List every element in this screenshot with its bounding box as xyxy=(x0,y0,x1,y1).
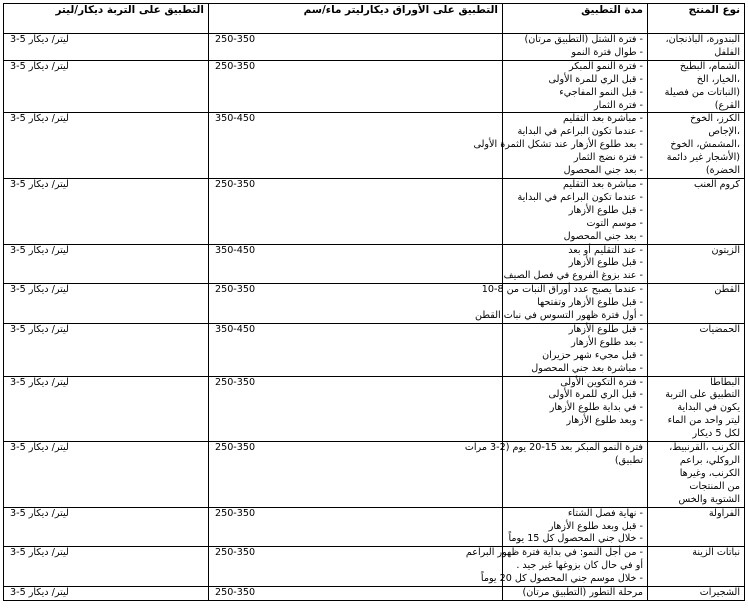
soil-application-cell: 3-5 ليتر/ ديكار xyxy=(4,547,209,587)
crop-type-cell xyxy=(648,178,745,244)
application-period-cell-line: - وبعد طلوع الأزهار xyxy=(566,415,643,427)
application-period-cell-line: - طوال فترة النمو xyxy=(571,46,643,58)
application-period-cell-line: - موسم التوت xyxy=(586,217,643,229)
application-period-cell-line: - قبل طلوع الأزهار وتفتحها xyxy=(537,297,643,309)
application-period-cell-line: - بعد طلوع الأزهار عند تشكل الثمرة الأولى xyxy=(473,139,643,151)
crop-type-cell-line: نباتات الزينة xyxy=(692,547,740,559)
crop-type-cell-line: الكرنب ،القرنبيط، xyxy=(669,442,740,454)
application-period-cell xyxy=(503,376,648,442)
crop-type-cell-line: الفلفل xyxy=(714,46,740,58)
foliar-application-cell: 250-350 xyxy=(209,507,503,547)
soil-application-cell: 3-5 ليتر/ ديكار xyxy=(4,113,209,179)
table-row xyxy=(4,507,745,547)
soil-application-cell: 3-5 ليتر/ ديكار xyxy=(4,507,209,547)
header-soil-application: التطبيق على التربة ديكار/ليتر xyxy=(4,4,209,34)
application-period-cell-line: - فترة الثمار xyxy=(594,99,643,111)
application-period-cell-line: - قبل الري للمرة الأولى xyxy=(548,73,643,85)
application-period-cell-line: - خلال موسم جني المحصول كل 20 يوماً xyxy=(480,573,643,585)
soil-application-cell: 3-5 ليتر/ ديكار xyxy=(4,587,209,601)
table-row xyxy=(4,284,745,324)
application-period-cell-line: - بعد جني المحصول xyxy=(563,165,643,177)
table-row xyxy=(4,60,745,113)
soil-application-cell: 3-5 ليتر/ ديكار xyxy=(4,323,209,376)
application-period-cell-line: - أول فترة ظهور التسوس في نبات القطن xyxy=(475,310,643,322)
soil-application-cell: 3-5 ليتر/ ديكار xyxy=(4,34,209,61)
application-period-cell-line: - مباشرة بعد التقليم xyxy=(562,178,643,190)
application-period-cell-line: - عند التقليم أو بعد xyxy=(568,244,643,256)
application-period-cell xyxy=(465,547,648,587)
application-period-cell-line: - قبل طلوع الأزهار xyxy=(568,257,643,269)
application-period-cell xyxy=(473,113,648,179)
crop-type-cell-line: الكرنب، وغيرها xyxy=(679,467,740,479)
table-row xyxy=(4,34,745,61)
crop-type-cell-line: التطبيق على التربة xyxy=(665,389,740,401)
crop-type-cell xyxy=(648,113,745,179)
crop-type-cell xyxy=(648,587,745,601)
crop-type-cell xyxy=(648,34,745,61)
crop-type-cell xyxy=(648,547,745,587)
foliar-application-cell: 250-350 xyxy=(209,442,503,508)
application-period-cell xyxy=(503,323,648,376)
application-period-cell-line: مرحلة التطور (التطبيق مرتان) xyxy=(522,587,643,599)
header-row xyxy=(4,4,745,34)
crop-type-cell-line: لكل 5 ديكار xyxy=(692,428,740,440)
foliar-application-cell: 250-350 xyxy=(209,376,503,442)
table-row xyxy=(4,178,745,244)
foliar-application-cell: 250-350 xyxy=(209,284,503,324)
application-period-cell-line: - بعد طلوع الأزهار xyxy=(571,336,643,348)
table-row xyxy=(4,376,745,442)
crop-type-cell-line: الكرز، الخوخ xyxy=(690,113,740,125)
foliar-application-cell: 250-350 xyxy=(209,34,503,61)
crop-type-cell xyxy=(648,244,745,284)
header-foliar-application: التطبيق على الأوراق ديكارليتر ماء/سم xyxy=(209,4,503,34)
crop-type-cell-line: يكون في البداية xyxy=(677,402,740,414)
application-period-cell-line: - فترة التكوين الأولى xyxy=(560,376,643,388)
soil-application-cell: 3-5 ليتر/ ديكار xyxy=(4,376,209,442)
crop-type-cell-line: ،المشمش، الخوخ xyxy=(670,139,740,151)
application-period-cell-line: - مباشرة بعد جني المحصول xyxy=(531,362,643,374)
crop-type-cell-line: كروم العنب xyxy=(693,178,740,190)
header-crop-type: نوع المنتج xyxy=(648,4,745,34)
application-period-cell xyxy=(503,587,648,601)
table-row xyxy=(4,113,745,179)
application-period-cell-line: تطبيق) xyxy=(614,455,643,466)
crop-type-cell-line: الشتوية والخس xyxy=(678,493,740,505)
application-period-cell-line: - عندما يصبح عدد أوراق النبات من 8-10 xyxy=(481,284,643,296)
application-period-cell-line: - عندما تكون البراعم في البداية xyxy=(517,126,643,138)
crop-type-cell xyxy=(648,442,745,508)
application-period-cell-line: فترة النمو المبكر بعد 15-20 يوم (2-3 مرات xyxy=(464,442,643,454)
application-period-cell-line: - قبل طلوع الأزهار xyxy=(568,204,643,216)
table-row xyxy=(4,244,745,284)
application-period-cell-line: - نهاية فصل الشتاء xyxy=(567,507,643,519)
crop-type-cell-line: الشجيرات xyxy=(699,587,740,599)
crop-type-cell xyxy=(648,284,745,324)
application-period-cell-line: - فترة النمو المبكر xyxy=(568,60,643,72)
crop-type-cell-line: من المنتجات xyxy=(689,480,740,492)
table-row xyxy=(4,587,745,601)
application-period-cell-line: - قبل وبعد طلوع الأزهار xyxy=(548,520,643,532)
crop-type-cell-line: (الأشجار غير دائمة xyxy=(666,152,740,164)
application-period-cell-line: - قبل طلوع الأزهار xyxy=(568,323,643,335)
crop-type-cell-line: الخضرة) xyxy=(705,165,740,177)
application-period-cell-line: - بعد جني المحصول xyxy=(563,230,643,242)
foliar-application-cell: 350-450 xyxy=(209,113,503,179)
crop-type-cell-line: (النباتات من فصيلة xyxy=(664,86,740,98)
table-row xyxy=(4,547,745,587)
application-period-cell xyxy=(503,178,648,244)
crop-type-cell-line: البطاطا xyxy=(710,376,740,388)
application-period-cell-line: - قبل النمو المفاجيء xyxy=(559,86,643,98)
foliar-application-cell: 350-450 xyxy=(209,323,503,376)
header-application-period: مدة التطبيق xyxy=(503,4,648,34)
foliar-application-cell: 250-350 xyxy=(209,178,503,244)
foliar-application-cell: 250-350 xyxy=(209,587,503,601)
application-period-cell-line: - عند بزوغ الفروع في فصل الصيف xyxy=(503,270,643,282)
crop-type-cell-line: الروكلي، براعم xyxy=(679,455,740,466)
application-period-cell-line: - قبل الري للمرة الأولى xyxy=(548,389,643,401)
application-period-cell-line: - خلال جني المحصول كل 15 يوماً xyxy=(508,533,643,545)
application-period-cell-line: - قبل مجيء شهر حزيران xyxy=(542,349,643,361)
soil-application-cell: 3-5 ليتر/ ديكار xyxy=(4,60,209,113)
crop-type-cell-line: ،الإجاص xyxy=(708,126,740,138)
crop-type-cell xyxy=(648,60,745,113)
foliar-application-cell: 250-350 xyxy=(209,547,503,587)
crop-type-cell xyxy=(648,376,745,442)
application-period-cell xyxy=(503,507,648,547)
soil-application-cell: 3-5 ليتر/ ديكار xyxy=(4,284,209,324)
application-period-cell xyxy=(503,60,648,113)
application-period-cell-line: - مباشرة بعد التقليم xyxy=(562,113,643,125)
table-row xyxy=(4,442,745,508)
application-period-cell-line: - من أجل النمو: في بداية فترة ظهور البراعم xyxy=(465,547,643,559)
crop-type-cell-line: الشمام، البطيخ xyxy=(679,60,740,72)
application-period-cell xyxy=(503,34,648,61)
application-period-cell-line: - فترة الشتل (التطبيق مرتان) xyxy=(524,34,643,45)
foliar-application-cell: 350-450 xyxy=(209,244,503,284)
application-period-cell-line: - في بداية طلوع الأزهار xyxy=(549,402,643,414)
application-period-cell xyxy=(503,244,648,284)
application-period-cell xyxy=(464,442,648,508)
crop-type-cell-line: الزيتون xyxy=(711,244,740,256)
crop-type-cell-line: القطن xyxy=(714,284,740,296)
application-table xyxy=(3,3,745,601)
crop-type-cell-line: الفراولة xyxy=(708,507,740,519)
soil-application-cell: 3-5 ليتر/ ديكار xyxy=(4,244,209,284)
application-period-cell-line: - فترة نضج الثمار xyxy=(573,152,643,164)
application-period-cell xyxy=(475,284,648,324)
soil-application-cell: 3-5 ليتر/ ديكار xyxy=(4,178,209,244)
crop-type-cell-line: ،الخيار، الخ xyxy=(696,73,740,85)
soil-application-cell: 3-5 ليتر/ ديكار xyxy=(4,442,209,508)
table-body xyxy=(4,34,745,601)
crop-type-cell xyxy=(648,323,745,376)
crop-type-cell-line: القرع) xyxy=(714,99,740,111)
application-period-cell-line: أو في حال كان بزوغها غير جيد . xyxy=(516,560,643,572)
crop-type-cell-line: البندورة، الباذنجان، xyxy=(665,34,740,45)
crop-type-cell xyxy=(648,507,745,547)
table-row xyxy=(4,323,745,376)
crop-type-cell-line: ليتر واحد من الماء xyxy=(667,415,740,427)
crop-type-cell-line: الحمضيات xyxy=(699,323,740,335)
foliar-application-cell: 250-350 xyxy=(209,60,503,113)
application-period-cell-line: - عندما تكون البراعم في البداية xyxy=(517,191,643,203)
